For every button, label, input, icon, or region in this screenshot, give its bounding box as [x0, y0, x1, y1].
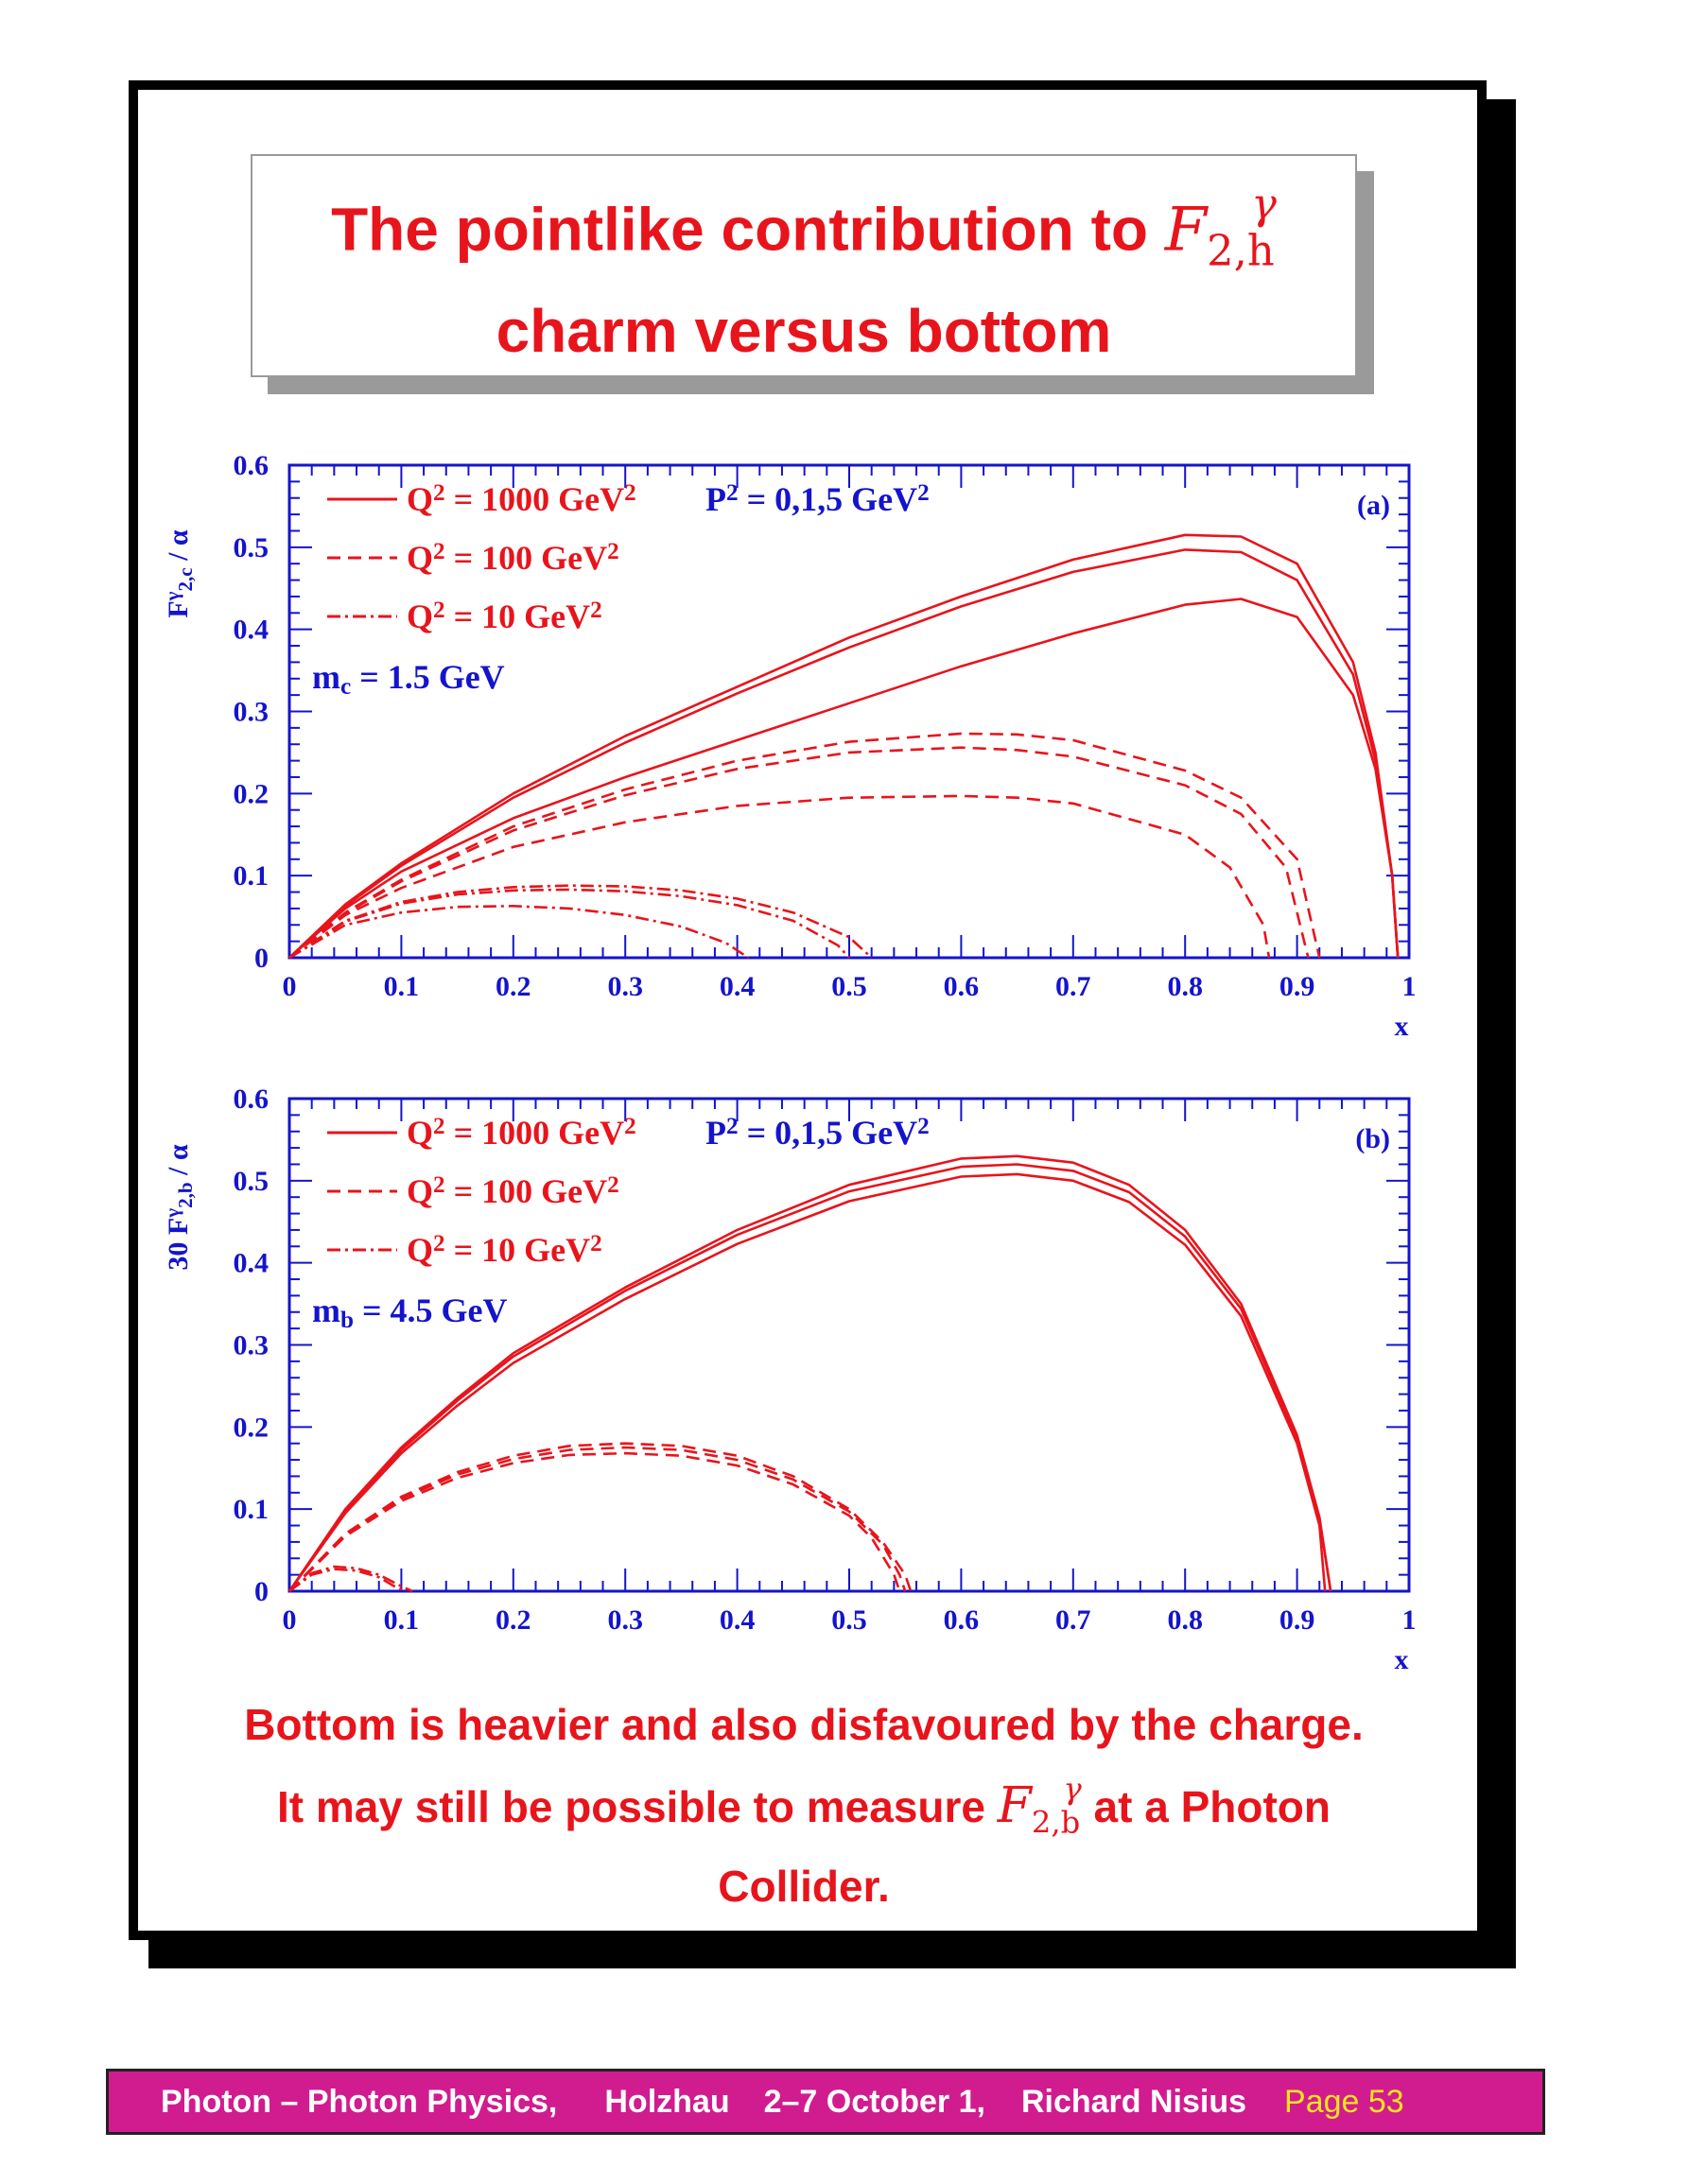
title-line-1: [252, 179, 1355, 275]
mass-label: mb = 4.5 GeV: [312, 1291, 508, 1334]
panel-label: (a): [1357, 490, 1390, 521]
title-symbol-sup: γ: [1251, 179, 1277, 229]
legend-virtuality: P2 = 0,1,5 GeV2: [705, 1113, 930, 1152]
caption-symbol-sub: 2,b: [1031, 1804, 1081, 1841]
y-tick-label: 0.6: [233, 450, 269, 481]
x-axis-label: x: [1394, 1644, 1409, 1675]
x-tick-label: 1: [1401, 971, 1417, 1002]
series-line: [289, 890, 849, 958]
legend-entry: Q2 = 1000 GeV2: [407, 479, 636, 518]
x-tick-label: 0.2: [496, 1604, 531, 1636]
series-line: [289, 796, 1269, 958]
x-tick-label: 0.5: [831, 971, 867, 1002]
y-tick-label: 0.3: [233, 696, 269, 728]
y-axis-label: 30 Fγ2,b / α: [160, 1144, 198, 1271]
x-tick-label: 0.1: [383, 971, 420, 1002]
caption-line-2: [180, 1757, 1428, 1854]
x-tick-label: 0.6: [943, 971, 980, 1002]
title-symbol-sub: 2,h: [1207, 225, 1275, 276]
x-tick-label: 1: [1401, 1604, 1417, 1636]
x-tick-label: 0: [282, 971, 297, 1002]
legend-entry: Q2 = 1000 GeV2: [407, 1113, 636, 1152]
chart-charm: [151, 444, 1437, 1068]
y-tick-label: 0.1: [233, 860, 269, 893]
caption-symbol: F: [997, 1777, 1032, 1835]
title-box: [251, 154, 1357, 377]
caption-suffix: at a Photon: [1081, 1782, 1331, 1832]
footer-date: 2–7 October 1,: [763, 2083, 985, 2120]
x-tick-label: 0: [282, 1604, 297, 1636]
y-tick-label: 0.4: [233, 614, 269, 646]
x-tick-label: 0.1: [383, 1604, 420, 1636]
caption-line-1: Bottom is heavier and also disfavoured by the charge.: [244, 1700, 1364, 1749]
x-tick-label: 0.4: [719, 971, 756, 1002]
legend-entry: Q2 = 100 GeV2: [407, 1171, 619, 1210]
curves: [289, 1156, 1331, 1591]
series-line: [289, 1165, 1331, 1592]
x-tick-label: 0.4: [719, 1604, 756, 1636]
title-prefix: The pointlike contribution to: [331, 195, 1165, 264]
series-line: [289, 599, 1398, 959]
x-tick-label: 0.7: [1055, 1604, 1091, 1636]
x-tick-label: 0.6: [943, 1604, 980, 1636]
y-tick-label: 0.4: [233, 1247, 269, 1279]
y-tick-label: 0: [254, 1576, 269, 1607]
x-tick-label: 0.2: [496, 971, 531, 1002]
legend-entry: Q2 = 10 GeV2: [407, 597, 602, 635]
footer-location: Holzhau: [604, 2083, 730, 2120]
x-tick-label: 0.5: [831, 1604, 867, 1636]
x-tick-label: 0.9: [1279, 971, 1315, 1002]
mass-label: mc = 1.5 GeV: [312, 658, 505, 701]
x-tick-label: 0.8: [1167, 1604, 1203, 1636]
y-tick-label: 0.5: [233, 531, 269, 563]
y-tick-label: 0.2: [233, 778, 269, 810]
caption: [180, 1692, 1428, 1918]
y-tick-label: 0.3: [233, 1329, 269, 1361]
series-line: [289, 906, 748, 958]
y-tick-label: 0.1: [233, 1494, 269, 1526]
x-tick-label: 0.7: [1055, 971, 1091, 1002]
chart-bottom: [151, 1078, 1437, 1702]
footer-bar: [106, 2069, 1545, 2135]
legend: [312, 480, 930, 701]
legend-entry: Q2 = 100 GeV2: [407, 538, 619, 577]
series-line: [289, 734, 1319, 958]
y-tick-label: 0: [254, 943, 269, 974]
legend-entry: Q2 = 10 GeV2: [407, 1230, 602, 1269]
footer-author: Richard Nisius: [1020, 2083, 1247, 2120]
y-axis-label: Fγ2,c / α: [160, 529, 198, 618]
title-symbol: F: [1164, 195, 1208, 266]
series-line: [289, 1444, 911, 1591]
footer-page-number: Page 53: [1284, 2083, 1404, 2120]
panel-label: (b): [1355, 1123, 1390, 1154]
x-tick-label: 0.8: [1167, 971, 1203, 1002]
title-line-2: charm versus bottom: [496, 297, 1112, 365]
caption-symbol-sup: γ: [1063, 1771, 1082, 1807]
caption-prefix: It may still be possible to measure: [276, 1782, 998, 1832]
y-tick-label: 0.2: [233, 1412, 269, 1444]
x-tick-label: 0.3: [607, 1604, 643, 1636]
x-tick-label: 0.9: [1279, 1604, 1315, 1636]
legend-virtuality: P2 = 0,1,5 GeV2: [705, 479, 930, 518]
y-tick-label: 0.5: [233, 1165, 269, 1197]
footer-event: Photon – Photon Physics,: [161, 2083, 558, 2120]
x-tick-label: 0.3: [607, 971, 643, 1002]
x-axis-label: x: [1394, 1011, 1409, 1042]
series-line: [289, 1156, 1331, 1591]
caption-line-3: Collider.: [718, 1862, 890, 1912]
y-tick-label: 0.6: [233, 1083, 269, 1115]
